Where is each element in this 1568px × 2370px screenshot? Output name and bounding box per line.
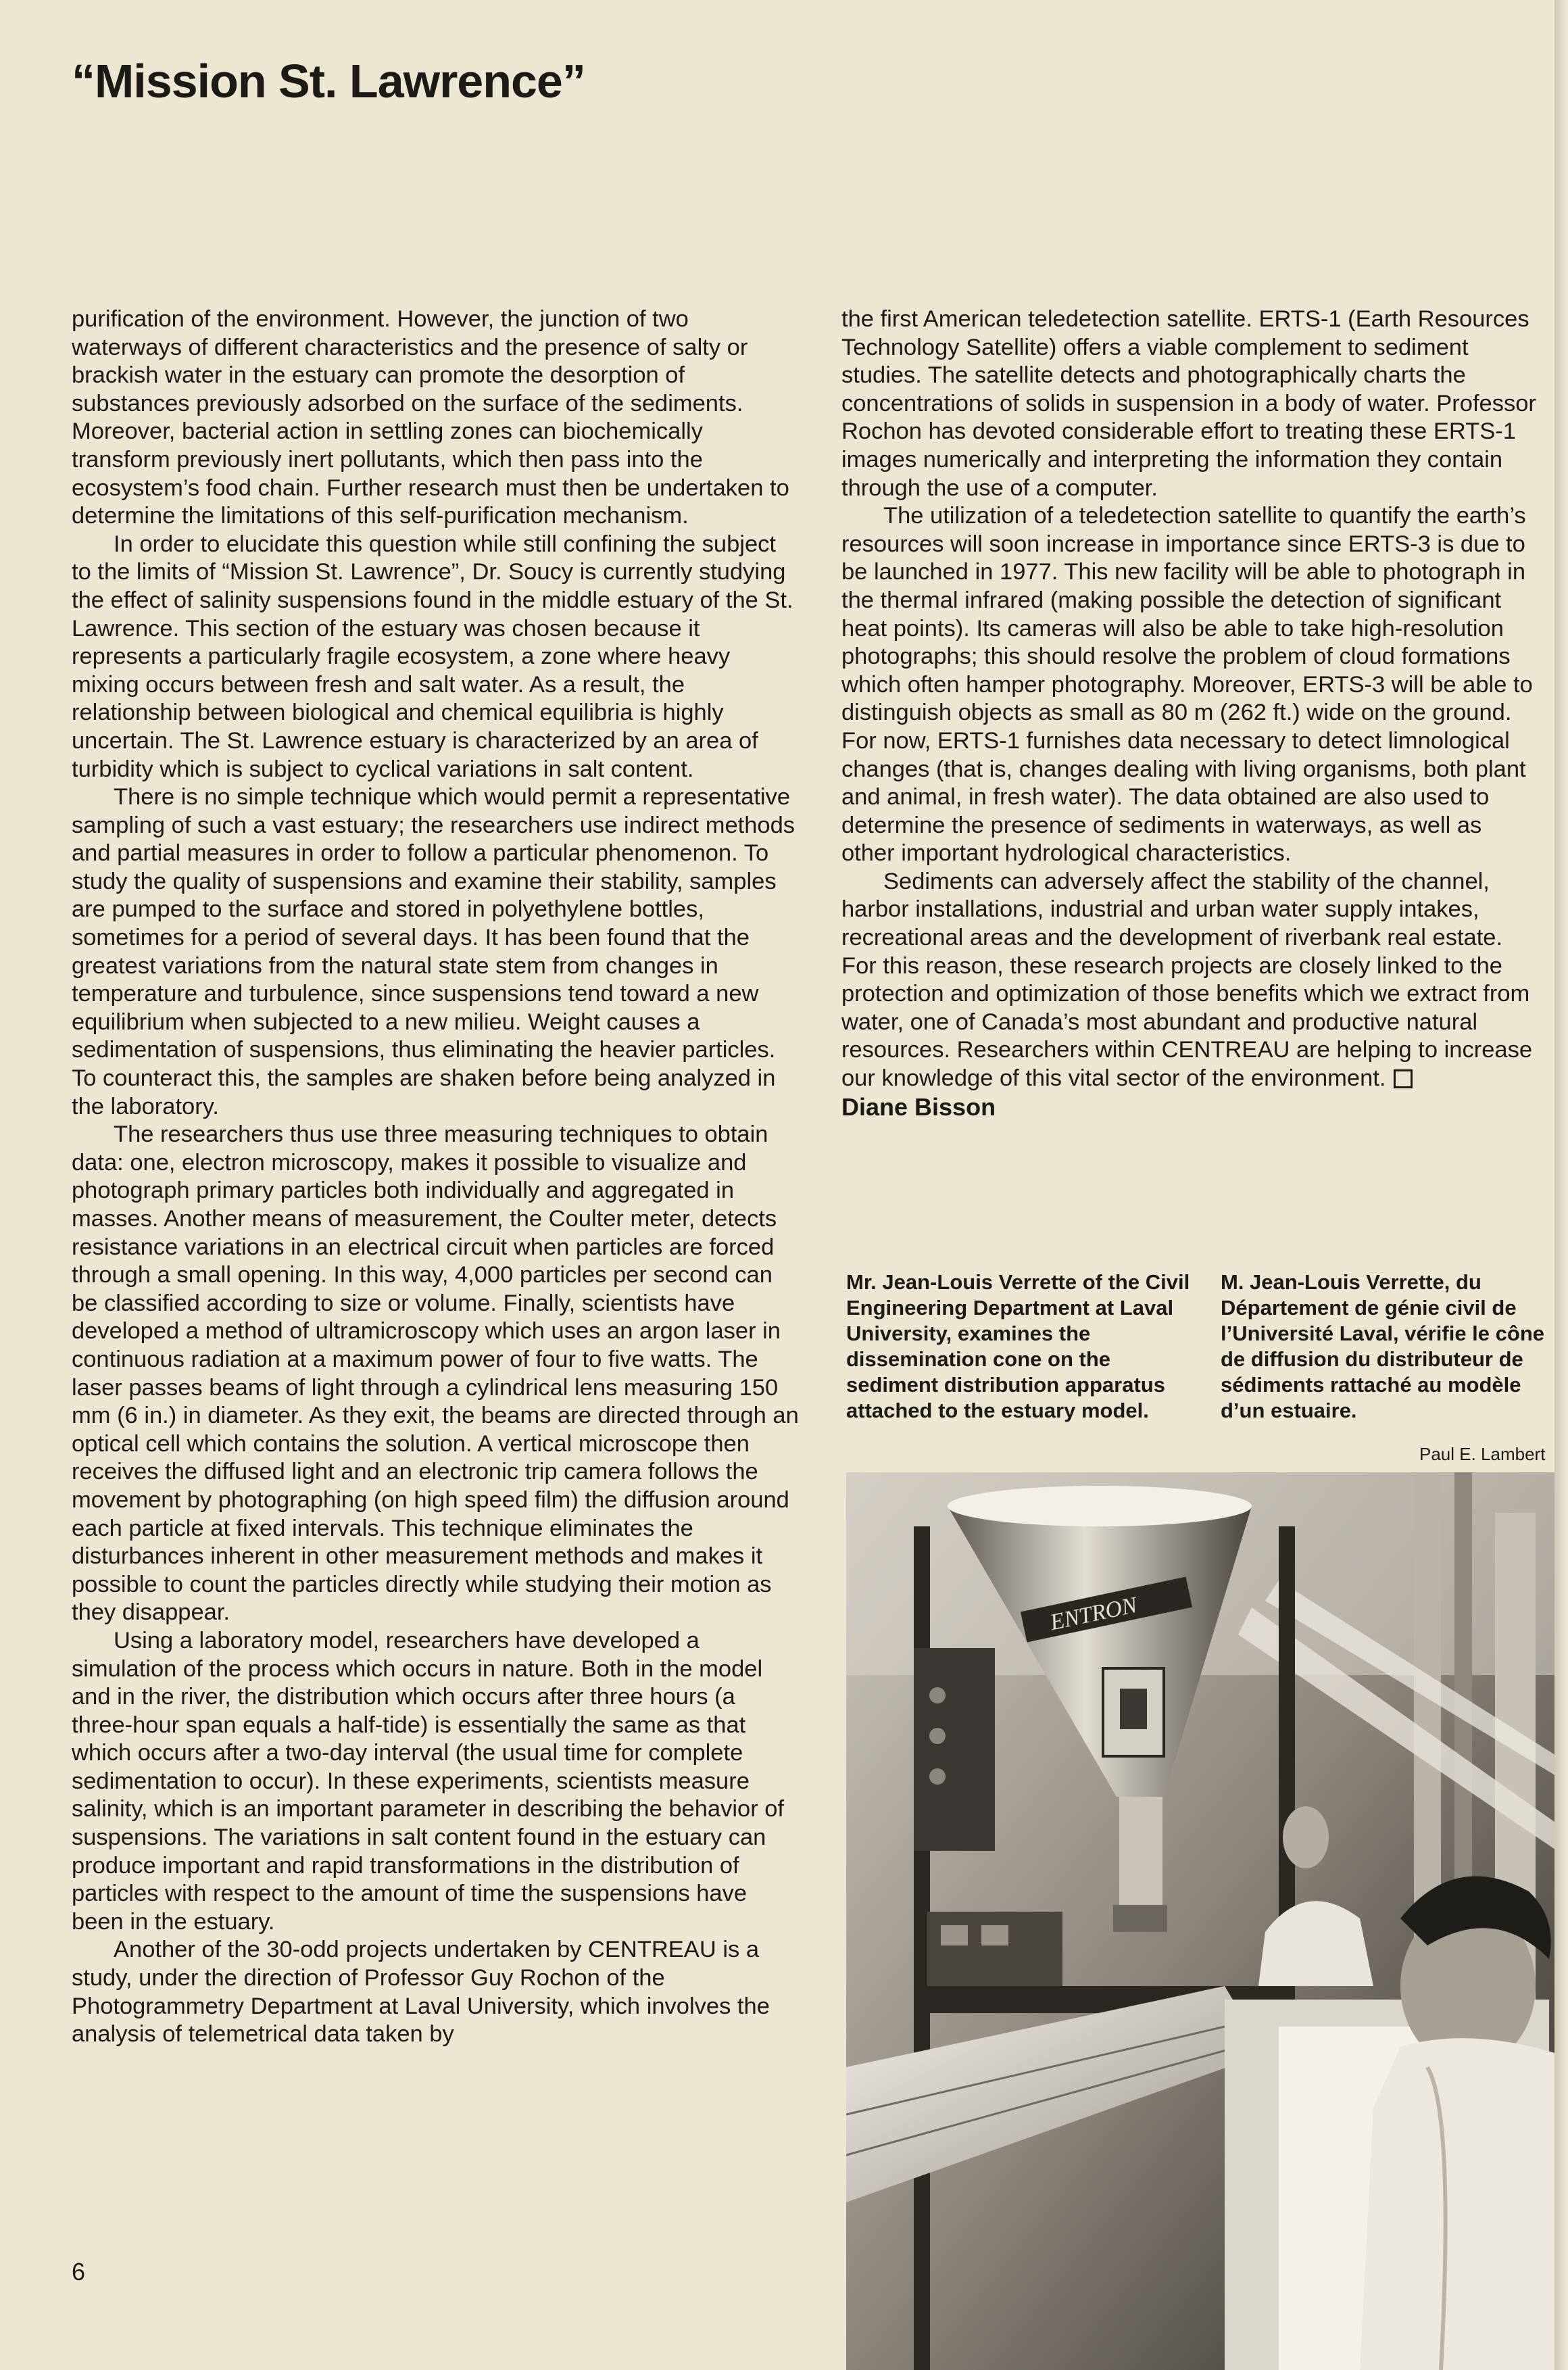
- paragraph: purification of the environment. However, the junction of two waterways of different characteristics and the presence of salty or brackish water in the estuary can promote the desorption of substances previously adsorbed on the surface of the sediments. Moreover, bacterial action in settling zones can biochemically transform previously inert pollutants, which then pass into the ecosystem’s food chain. Further research must then be undertaken to determine the limitations of this self-purification mechanism.: [72, 306, 789, 529]
- paragraph: the first American teledetection satellite. ERTS-1 (Earth Resources Technology Satellite) offers a viable complement to sediment studies. The satellite detects and photographically charts the concentrations of solids in suspension in a body of water. Professor Rochon has devoted considerable effort to treating these ERTS-1 images numerically and interpreting the information they contain through the use of a computer.: [841, 306, 1536, 501]
- paragraph: [841, 868, 1538, 1093]
- photo-illustration: [846, 1472, 1557, 2370]
- paragraph: There is no simple technique which would permit a representative sampling of such a vast estuary; the researchers use indirect methods and partial measures in order to follow a particular phenomenon. To study the quality of suspensions and examine their stability, samples are pumped to the surface and stored in polyethylene bottles, sometimes for a period of several days. It has been found that the greatest variations from the natural state stem from changes in temperature and turbulence, since suspensions tend toward a new equilibrium when subjected to a new milieu. Weight causes a sedimentation of suspensions, thus eliminating the heavier particles. To counteract this, the samples are shaken before being analyzed in the laboratory.: [72, 784, 795, 1119]
- laboratory-photo: [846, 1472, 1557, 2370]
- page-number: 6: [72, 2258, 86, 2286]
- paragraph: In order to elucidate this question while still confining the subject to the limits of “Mission St. Lawrence”, Dr. Soucy is currently studying the effect of salinity suspensions found in the middle estuary of the St. Lawrence. This section of the estuary was chosen because it represents a particularly fragile ecosystem, a zone where heavy mixing occurs between fresh and salt water. As a result, the relationship between biological and chemical equilibria is highly uncertain. The St. Lawrence estuary is characterized by an area of turbidity which is subject to cyclical variations in salt content.: [72, 531, 793, 782]
- page-title: “Mission St. Lawrence”: [72, 55, 585, 107]
- page-edge-shadow: [1554, 0, 1568, 2370]
- paragraph: Another of the 30-odd projects undertaken by CENTREAU is a study, under the direction of Professor Guy Rochon of the Photogrammetry Department at Laval University, which involves the analysis of telemetrical data taken by: [72, 1937, 770, 2048]
- left-text-column: [72, 306, 802, 2049]
- photo-caption-french: M. Jean-Louis Verrette, du Département de génie civil de l’Université Laval, vérifie le cône de diffusion du distributeur de sédiments rattaché au modèle d’un estuaire.: [1221, 1270, 1545, 1422]
- author-byline: Diane Bisson: [841, 1092, 996, 1121]
- end-of-article-mark: [1394, 1069, 1413, 1088]
- paragraph: Using a laboratory model, researchers have developed a simulation of the process which occurs in nature. Both in the model and in the river, the distribution which occurs after three hours (a three-hour span equals a half-tide) is essentially the same as that which occurs after a two-day interval (the usual time for complete sedimentation to occur). In these experiments, scientists measure salinity, which is an important parameter in describing the behavior of suspensions. The variations in salt content found in the estuary can produce important and rapid transformations in the distribution of particles with respect to the amount of time the suspensions have been in the estuary.: [72, 1627, 785, 1935]
- machine-label: ENTRON: [1048, 1592, 1140, 1636]
- right-text-column: [841, 306, 1538, 1121]
- photo-credit: Paul E. Lambert: [1419, 1444, 1546, 1464]
- paragraph-text: Sediments can adversely affect the stability of the channel, harbor installations, industrial and urban water supply intakes, recreational areas and the development of riverbank real estate. For this reason, these research projects are closely linked to the protection and optimization of those benefits which we extract from water, one of Canada’s most abundant and productive natural resources. Researchers within CENTREAU are helping to increase our knowledge of this vital sector of the environment.: [841, 868, 1533, 1092]
- photo-caption-english: Mr. Jean-Louis Verrette of the Civil Engineering Department at Laval University, examines the dissemination cone on the sediment distribution apparatus attached to the estuary model.: [846, 1270, 1190, 1422]
- paragraph: The utilization of a teledetection satellite to quantify the earth’s resources will soon increase in importance since ERTS-3 is due to be launched in 1977. This new facility will be able to photograph in the thermal infrared (making possible the detection of significant heat points). Its cameras will also be able to take high-resolution photographs; this should resolve the problem of cloud formations which often hamper photography. Moreover, ERTS-3 will be able to distinguish objects as small as 80 m (262 ft.) wide on the ground. For now, ERTS-1 furnishes data necessary to detect limnological changes (that is, changes dealing with living organisms, both plant and animal, in fresh water). The data obtained are also used to determine the presence of sediments in waterways, as well as other important hydrological characteristics.: [841, 503, 1533, 867]
- paragraph: The researchers thus use three measuring techniques to obtain data: one, electron microscopy, makes it possible to visualize and photograph primary particles both individually and aggregated in masses. Another means of measurement, the Coulter meter, detects resistance variations in an electrical circuit when particles are forced through a small opening. In this way, 4,000 particles per second can be classified according to size or volume. Finally, scientists have developed a method of ultramicroscopy which uses an argon laser in continuous radiation at a maximum power of four to five watts. The laser passes beams of light through a cylindrical lens measuring 150 mm (6 in.) in diameter. As they exit, the beams are directed through an optical cell which contains the solution. A vertical microscope then receives the diffused light and an electronic trip camera follows the movement by photographing (on high speed film) the diffusion around each particle at fixed intervals. This technique eliminates the disturbances inherent in other measurement methods and makes it possible to count the particles directly while studying their motion as they disappear.: [72, 1121, 799, 1626]
